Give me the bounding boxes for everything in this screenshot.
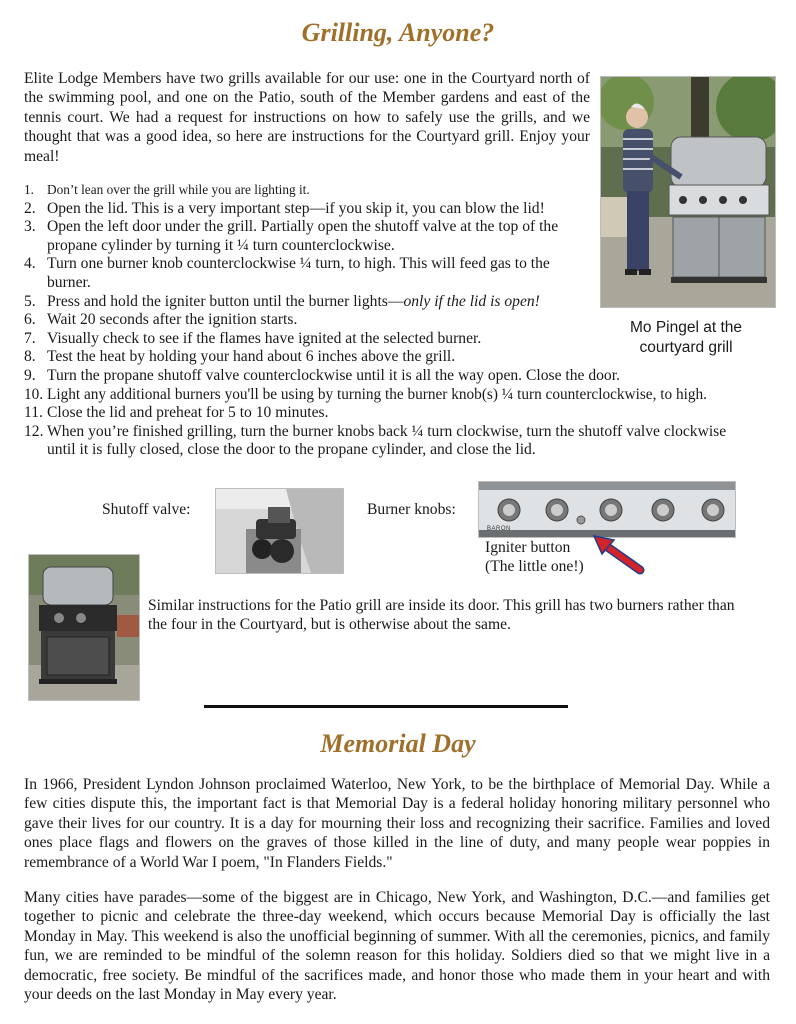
step-item: 2. Open the lid. This is a very important step—if you skip it, you can blow the lid! [24, 199, 545, 217]
step-item: 3. Open the left door under the grill. Partially open the shutoff valve at the top of the propane cylinder by turning it ¼ turn counterclockwise. [24, 218, 559, 254]
burner-knobs-art [479, 482, 735, 537]
grilling-intro: Elite Lodge Members have two grills available for our use: one in the Courtyard north of the swimming pool, and one on the Patio, south of the Member gardens and east of the tennis court. We had a request for instructions on how to safely use the grills, and we thought that was a good idea, so here are instructions for the Courtyard grill. Enjoy your meal! [24, 70, 590, 165]
patio-grill-photo [28, 554, 140, 701]
memorial-day-para-2: Many cities have parades—some of the biggest are in Chicago, New York, and Washington, D.C.—and families get together to picnic and celebrate the three-day weekend, which occurs because Memorial Day is officially the last Monday in May. This weekend is also the unofficial beginning of summer. With all the ceremonies, picnics, and family fun, we are reminded to be mindful of the solemn reason for this holiday. Soldiers died so that we might live in a democratic, free society. Be mindful of the sacrifices made, and honor those who made them in your heart and with your deeds on the last Monday in May every year. [24, 889, 770, 1004]
step-emphasis: only if the lid is open! [403, 292, 540, 310]
step-item: 11. Close the lid and preheat for 5 to 10 minutes. [24, 404, 329, 422]
memorial-day-title: Memorial Day [320, 729, 476, 758]
burner-knobs-photo [478, 481, 736, 538]
step-item: 6. Wait 20 seconds after the ignition starts. [24, 311, 298, 329]
patio-note: Similar instructions for the Patio grill are inside its door. This grill has two burners rather than the four in the Courtyard, but is otherwise about the same. [148, 597, 735, 634]
memorial-day-para-1: In 1966, President Lyndon Johnson proclaimed Waterloo, New York, to be the birthplace of Memorial Day. While a few cities dispute this, the important fact is that Memorial Day is a federal holiday honoring military personnel who gave their lives for our country. It is a day for mourning their loss and recognizing their sacrifice. Families and loved ones place flags and flowers on the graves of those killed in the line of duty, and many people wear poppies in remembrance of a World War I poem, "In Flanders Fields." [24, 776, 770, 871]
steps-list [24, 181, 770, 460]
step-item: 5. Press and hold the igniter button until the burner lights—only if the lid is open! [24, 292, 540, 310]
igniter-arrow-icon [590, 532, 646, 576]
patio-grill-art [29, 555, 139, 700]
grilling-title: Grilling, Anyone? [301, 18, 495, 47]
shutoff-valve-label: Shutoff valve: [102, 501, 191, 518]
burner-knobs-label: Burner knobs: [367, 501, 456, 518]
step-item: 9. Turn the propane shutoff valve counterclockwise until it is all the way open. Close the door. [24, 366, 620, 384]
step-item: 7. Visually check to see if the flames have ignited at the selected burner. [24, 329, 482, 347]
section-divider [204, 705, 568, 708]
step-item: 8. Test the heat by holding your hand about 6 inches above the grill. [24, 348, 456, 366]
step-item: 12. When you’re finished grilling, turn the burner knobs back ¼ turn clockwise, turn the shutoff valve clockwise until it is fully closed, close the door to the propane cylinder, and close the lid. [24, 422, 727, 459]
step-item: 10. Light any additional burners you'll be using by turning the burner knob(s) ¼ turn counterclockwise, to high. [24, 385, 707, 403]
step-item: 1. Don’t lean over the grill while you are lighting it. [24, 182, 310, 197]
photo-caption: Mo Pingel at the courtyard grill [629, 319, 742, 356]
grill-brand-label: BARON [487, 526, 511, 532]
igniter-button-label: Igniter button (The little one!) [485, 539, 584, 575]
step-item: 4. Turn one burner knob counterclockwise ¼ turn, to high. This will feed gas to the burner. [24, 255, 550, 291]
shutoff-valve-photo [215, 488, 344, 574]
shutoff-valve-art [216, 489, 343, 573]
